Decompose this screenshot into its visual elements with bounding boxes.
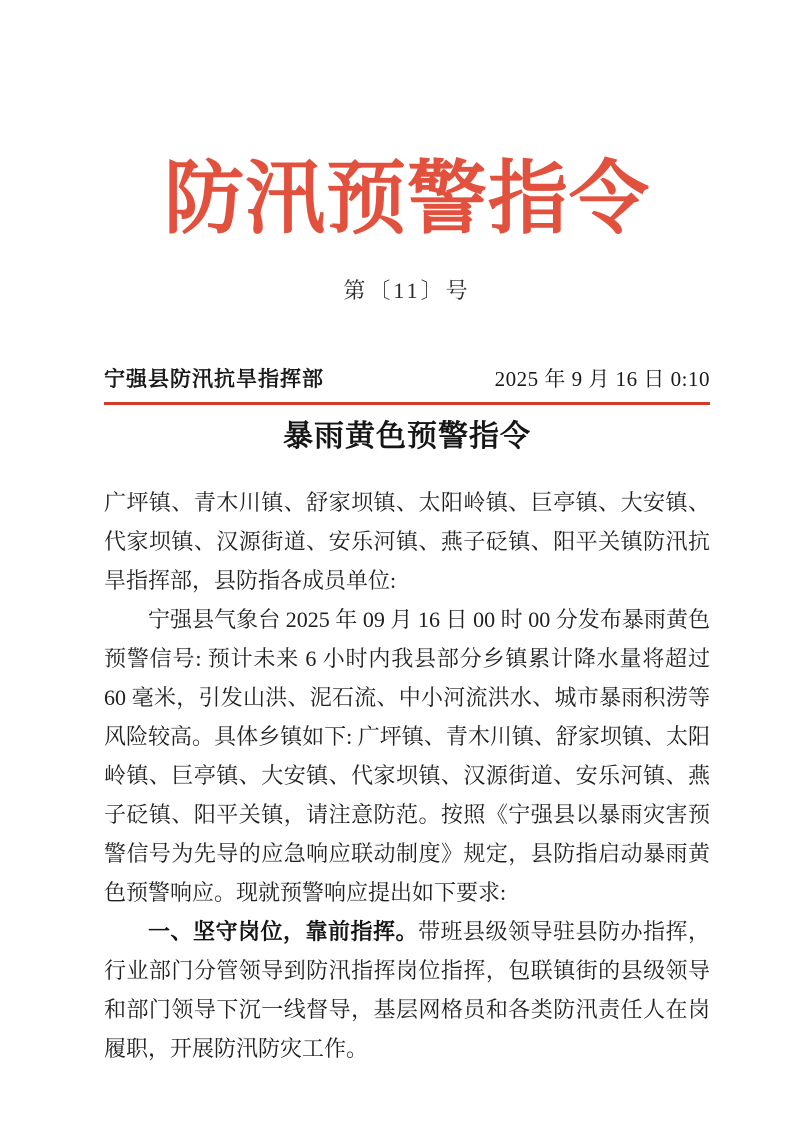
red-divider-line [104,402,710,405]
document-number: 第〔11〕号 [343,278,471,303]
requirement-1-body: 带班县级领导驻县防办指挥，行业部门分管领导到防汛指挥岗位指挥，包联镇街的县级领导和部门领导下沉一线督导，基层网格员和各类防汛责任人在岗履职，开展防汛防灾工作。 [104,919,710,1061]
requirement-1-lead: 一、坚守岗位，靠前指挥。 [148,919,418,944]
addressees-paragraph: 广坪镇、青木川镇、舒家坝镇、太阳岭镇、巨亭镇、大安镇、代家坝镇、汉源街道、安乐河镇、燕子砭镇、阳平关镇防汛抗旱指挥部，县防指各成员单位: [104,490,710,593]
requirement-1-paragraph [104,912,710,1068]
issuing-authority: 宁强县防汛抗旱指挥部 [104,367,324,391]
document-content [0,150,793,1121]
directive-heading: 暴雨黄色预警指令 [283,420,531,453]
document-body [104,483,710,1068]
document-title: 防汛预警指令 [164,156,650,244]
issue-datetime: 2025 年 9 月 16 日 0:10 [494,367,710,391]
warning-paragraph: 宁强县气象台 2025 年 09 月 16 日 00 时 00 分发布暴雨黄色预警信号: 预计未来 6 小时内我县部分乡镇累计降水量将超过 60 毫米，引发山洪、泥石流、中小河流洪水、城市暴雨积涝等风险较高。具体乡镇如下: 广坪镇、青木川镇、舒家坝镇、太阳岭镇、巨亭镇、大安镇、代家坝镇、汉源街道、安乐河镇、燕子砭镇、阳平关镇，请注意防范。按照《宁强县以暴雨灾害预警信号为先导的应急响应联动制度》规定，县防指启动暴雨黄色预警响应。现就预警响应提出如下要求: [104,607,710,905]
letterhead-row [104,364,710,394]
